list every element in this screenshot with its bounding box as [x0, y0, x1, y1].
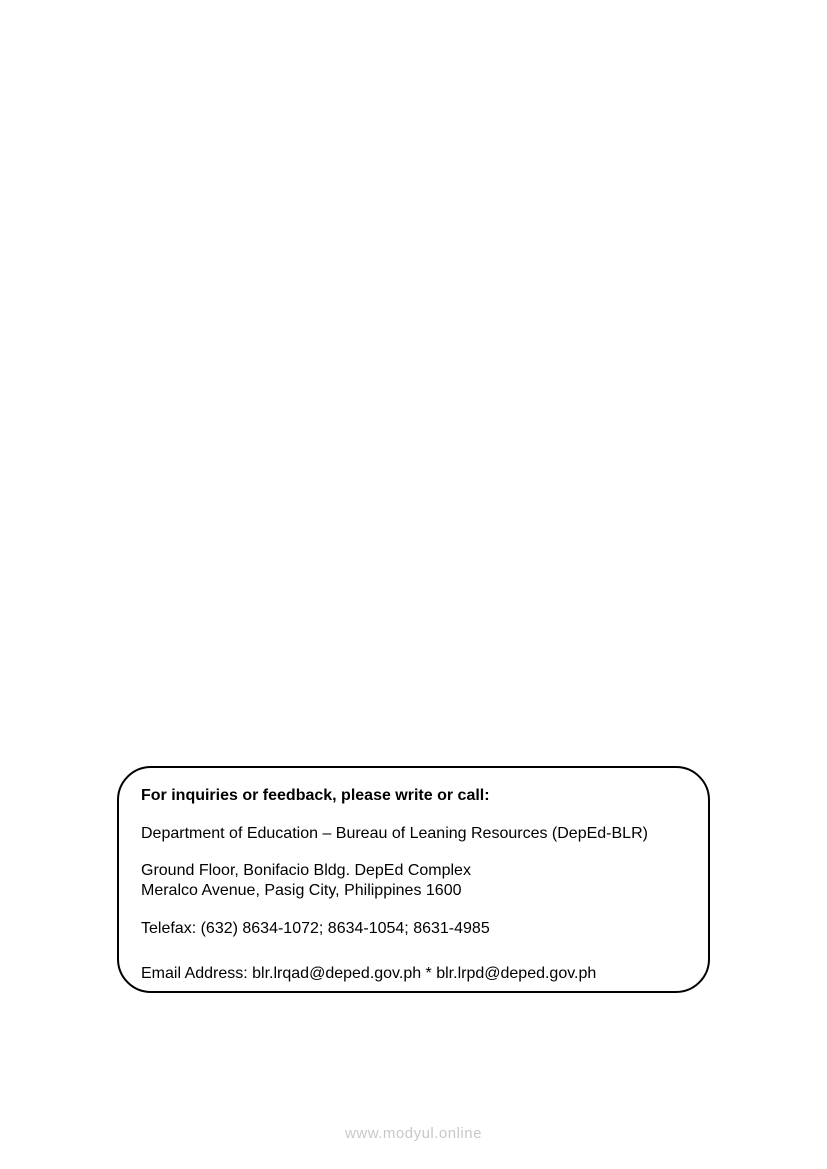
contact-heading: For inquiries or feedback, please write or call: — [141, 787, 490, 804]
department-name: Department of Education – Bureau of Leaning Resources (DepEd-BLR) — [141, 825, 648, 842]
email-address: Email Address: blr.lrqad@deped.gov.ph * blr.lrpd@deped.gov.ph — [141, 965, 597, 982]
watermark: www.modyul.online — [345, 1125, 482, 1142]
address-line-1: Ground Floor, Bonifacio Bldg. DepEd Complex — [141, 862, 471, 879]
telefax: Telefax: (632) 8634-1072; 8634-1054; 8631-4985 — [141, 920, 490, 937]
address-line-2: Meralco Avenue, Pasig City, Philippines 1600 — [141, 882, 462, 899]
